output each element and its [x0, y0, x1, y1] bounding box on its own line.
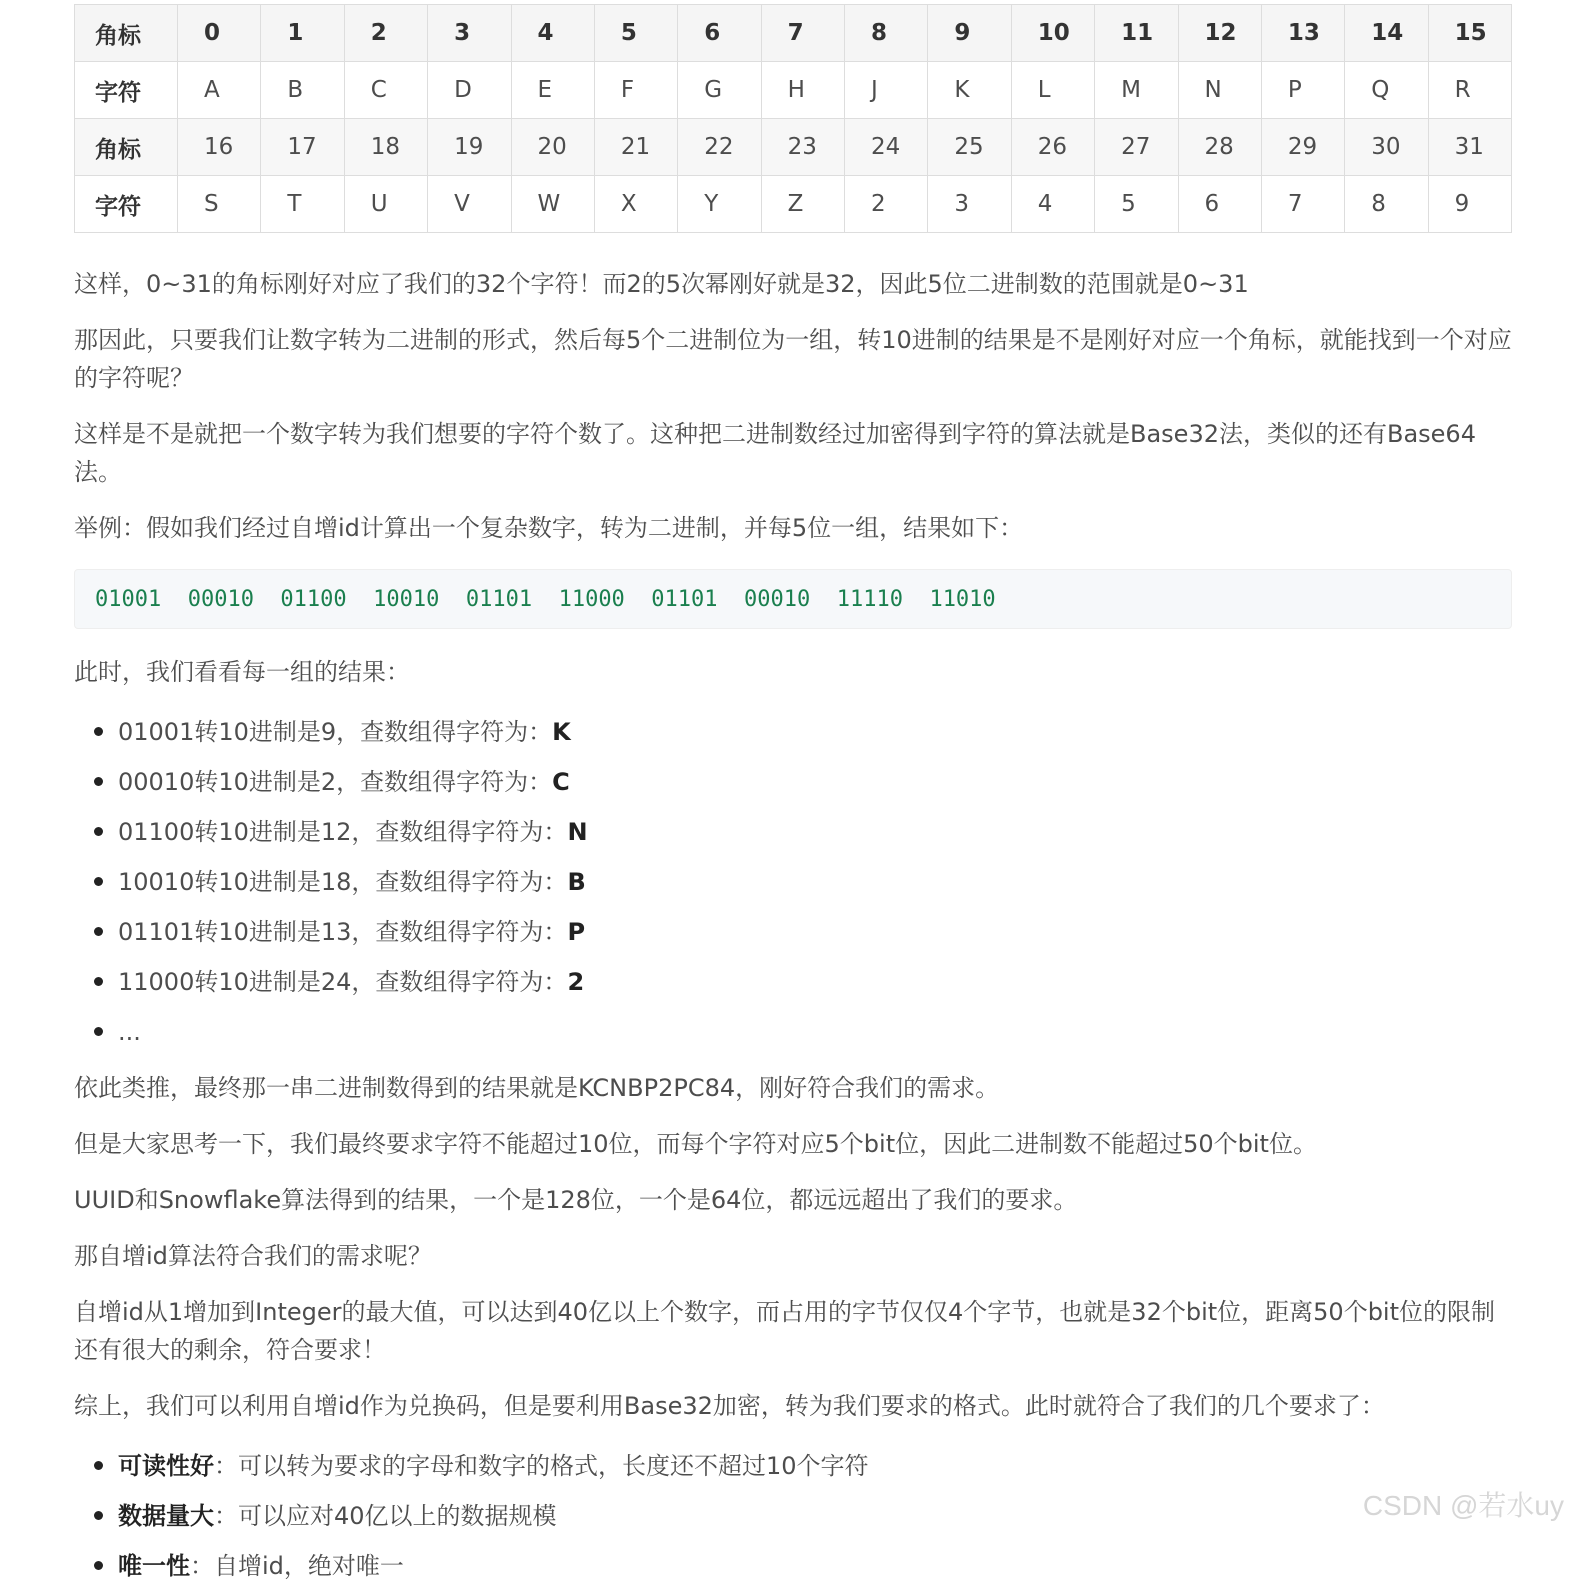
paragraph: 那因此，只要我们让数字转为二进制的形式，然后每5个二进制位为一组，转10进制的结果是不是刚好对应一个角标，就能找到一个对应的字符呢？	[74, 326, 1512, 392]
code-text: 01001 00010 01100 10010 01101 11000 01101 00010 11110 11010	[95, 586, 996, 612]
result-char: N	[567, 818, 588, 846]
table-cell: 27	[1095, 119, 1178, 176]
bullet-icon	[94, 1511, 103, 1520]
table-cell: 8	[845, 5, 928, 62]
table-cell: W	[511, 176, 594, 233]
paragraph: 那自增id算法符合我们的需求呢？	[74, 1242, 432, 1270]
table-cell: 3	[928, 176, 1011, 233]
table-cell: N	[1178, 62, 1261, 119]
requirement-text: ：自增id，绝对唯一	[190, 1552, 404, 1580]
table-cell: 8	[1345, 176, 1428, 233]
bullet-icon	[94, 1461, 103, 1470]
table-cell: 22	[678, 119, 761, 176]
table-cell: Q	[1345, 62, 1428, 119]
row-header: 字符	[75, 176, 178, 233]
table-cell: B	[261, 62, 344, 119]
bullet-icon	[94, 727, 103, 736]
table-cell: 5	[1095, 176, 1178, 233]
table-cell: 21	[594, 119, 677, 176]
table-cell: H	[761, 62, 844, 119]
table-cell: 17	[261, 119, 344, 176]
paragraph: 此时，我们看看每一组的结果：	[74, 658, 410, 686]
bullet-icon	[94, 1561, 103, 1570]
table-cell: 4	[1011, 176, 1094, 233]
table-cell: U	[344, 176, 427, 233]
csdn-watermark: CSDN @若水uy	[1362, 1490, 1564, 1521]
requirement-text: ：可以应对40亿以上的数据规模	[214, 1502, 557, 1530]
list-item-text: 00010转10进制是2，查数组得字符为：	[118, 768, 553, 796]
paragraph: 这样是不是就把一个数字转为我们想要的字符个数了。这种把二进制数经过加密得到字符的算法就是Base32法，类似的还有Base64法。	[74, 420, 1476, 486]
table-cell: 0	[178, 5, 261, 62]
table-cell: 3	[428, 5, 511, 62]
table-cell: 14	[1345, 5, 1428, 62]
result-char: P	[567, 918, 586, 946]
table-cell: 1	[261, 5, 344, 62]
paragraph: 自增id从1增加到Integer的最大值，可以达到40亿以上个数字，而占用的字节仅仅4个字节，也就是32个bit位，距离50个bit位的限制还有很大的剩余，符合要求！	[74, 1298, 1496, 1364]
result-char: K	[552, 718, 571, 746]
list-item	[74, 757, 1512, 807]
table-cell: M	[1095, 62, 1178, 119]
table-cell: Y	[678, 176, 761, 233]
table-cell: C	[344, 62, 427, 119]
table-row	[75, 5, 1512, 62]
paragraph: 但是大家思考一下，我们最终要求字符不能超过10位，而每个字符对应5个bit位，因此二进制数不能超过50个bit位。	[74, 1130, 1317, 1158]
table-cell: A	[178, 62, 261, 119]
table-row	[75, 176, 1512, 233]
table-cell: 10	[1011, 5, 1094, 62]
list-item	[74, 807, 1512, 857]
table-cell: 9	[1428, 176, 1511, 233]
table-cell: 23	[761, 119, 844, 176]
table-cell: 26	[1011, 119, 1094, 176]
result-char: B	[567, 868, 586, 896]
table-cell: 19	[428, 119, 511, 176]
table-cell: P	[1261, 62, 1344, 119]
bullet-icon	[94, 977, 103, 986]
table-cell: 5	[594, 5, 677, 62]
table-cell: 13	[1261, 5, 1344, 62]
table-cell: D	[428, 62, 511, 119]
list-item	[74, 957, 1512, 1007]
result-char: 2	[567, 968, 585, 996]
list-item	[74, 707, 1512, 757]
table-cell: 25	[928, 119, 1011, 176]
table-cell: 2	[344, 5, 427, 62]
table-cell: 15	[1428, 5, 1511, 62]
table-row	[75, 119, 1512, 176]
table-cell: 7	[761, 5, 844, 62]
paragraph: 综上，我们可以利用自增id作为兑换码，但是要利用Base32加密，转为我们要求的格式。此时就符合了我们的几个要求了：	[74, 1392, 1385, 1420]
table-cell: S	[178, 176, 261, 233]
bullet-icon	[94, 827, 103, 836]
list-item	[74, 857, 1512, 907]
row-header: 字符	[75, 62, 178, 119]
list-item-text: ...	[118, 1018, 141, 1046]
table-cell: 28	[1178, 119, 1261, 176]
list-item-text: 01100转10进制是12，查数组得字符为：	[118, 818, 568, 846]
requirement-label: 数据量大	[118, 1502, 214, 1530]
table-cell: F	[594, 62, 677, 119]
bullet-icon	[94, 927, 103, 936]
list-item	[74, 1007, 1512, 1057]
table-cell: K	[928, 62, 1011, 119]
table-cell: T	[261, 176, 344, 233]
table-cell: 9	[928, 5, 1011, 62]
table-cell: 29	[1261, 119, 1344, 176]
table-cell: 6	[678, 5, 761, 62]
row-header: 角标	[75, 119, 178, 176]
base32-index-table	[74, 4, 1512, 233]
list-item-text: 01101转10进制是13，查数组得字符为：	[118, 918, 568, 946]
row-header: 角标	[75, 5, 178, 62]
table-cell: 6	[1178, 176, 1261, 233]
table-cell: Z	[761, 176, 844, 233]
table-cell: 12	[1178, 5, 1261, 62]
table-cell: 20	[511, 119, 594, 176]
list-item	[74, 1441, 1512, 1491]
table-cell: 16	[178, 119, 261, 176]
paragraph: UUID和Snowflake算法得到的结果，一个是128位，一个是64位，都远远超出了我们的要求。	[74, 1186, 1078, 1214]
paragraph: 这样，0~31的角标刚好对应了我们的32个字符！而2的5次幂刚好就是32，因此5位二进制数的范围就是0~31	[74, 270, 1249, 298]
table-cell: 4	[511, 5, 594, 62]
table-cell: 31	[1428, 119, 1511, 176]
requirement-label: 可读性好	[118, 1452, 214, 1480]
table-cell: 24	[845, 119, 928, 176]
bullet-icon	[94, 777, 103, 786]
table-cell: J	[845, 62, 928, 119]
bullet-icon	[94, 877, 103, 886]
table-cell: 18	[344, 119, 427, 176]
code-block	[74, 569, 1512, 629]
table-cell: E	[511, 62, 594, 119]
result-char: C	[552, 768, 570, 796]
list-item-text: 11000转10进制是24，查数组得字符为：	[118, 968, 568, 996]
list-item	[74, 907, 1512, 957]
group-result-list	[74, 707, 1512, 1057]
requirement-label: 唯一性	[118, 1552, 190, 1580]
table-row	[75, 62, 1512, 119]
table-cell: R	[1428, 62, 1511, 119]
table-cell: 11	[1095, 5, 1178, 62]
list-item-text: 10010转10进制是18，查数组得字符为：	[118, 868, 568, 896]
table-cell: G	[678, 62, 761, 119]
article-content	[74, 4, 1512, 1591]
table-cell: L	[1011, 62, 1094, 119]
list-item	[74, 1491, 1512, 1541]
paragraph: 依此类推，最终那一串二进制数得到的结果就是KCNBP2PC84，刚好符合我们的需求。	[74, 1074, 1000, 1102]
bullet-icon	[94, 1027, 103, 1036]
list-item	[74, 1541, 1512, 1591]
table-cell: V	[428, 176, 511, 233]
table-cell: 7	[1261, 176, 1344, 233]
list-item-text: 01001转10进制是9，查数组得字符为：	[118, 718, 553, 746]
paragraph: 举例：假如我们经过自增id计算出一个复杂数字，转为二进制，并每5位一组，结果如下：	[74, 514, 1024, 542]
table-cell: X	[594, 176, 677, 233]
table-cell: 30	[1345, 119, 1428, 176]
requirement-list	[74, 1441, 1512, 1591]
requirement-text: ：可以转为要求的字母和数字的格式，长度还不超过10个字符	[214, 1452, 869, 1480]
table-cell: 2	[845, 176, 928, 233]
